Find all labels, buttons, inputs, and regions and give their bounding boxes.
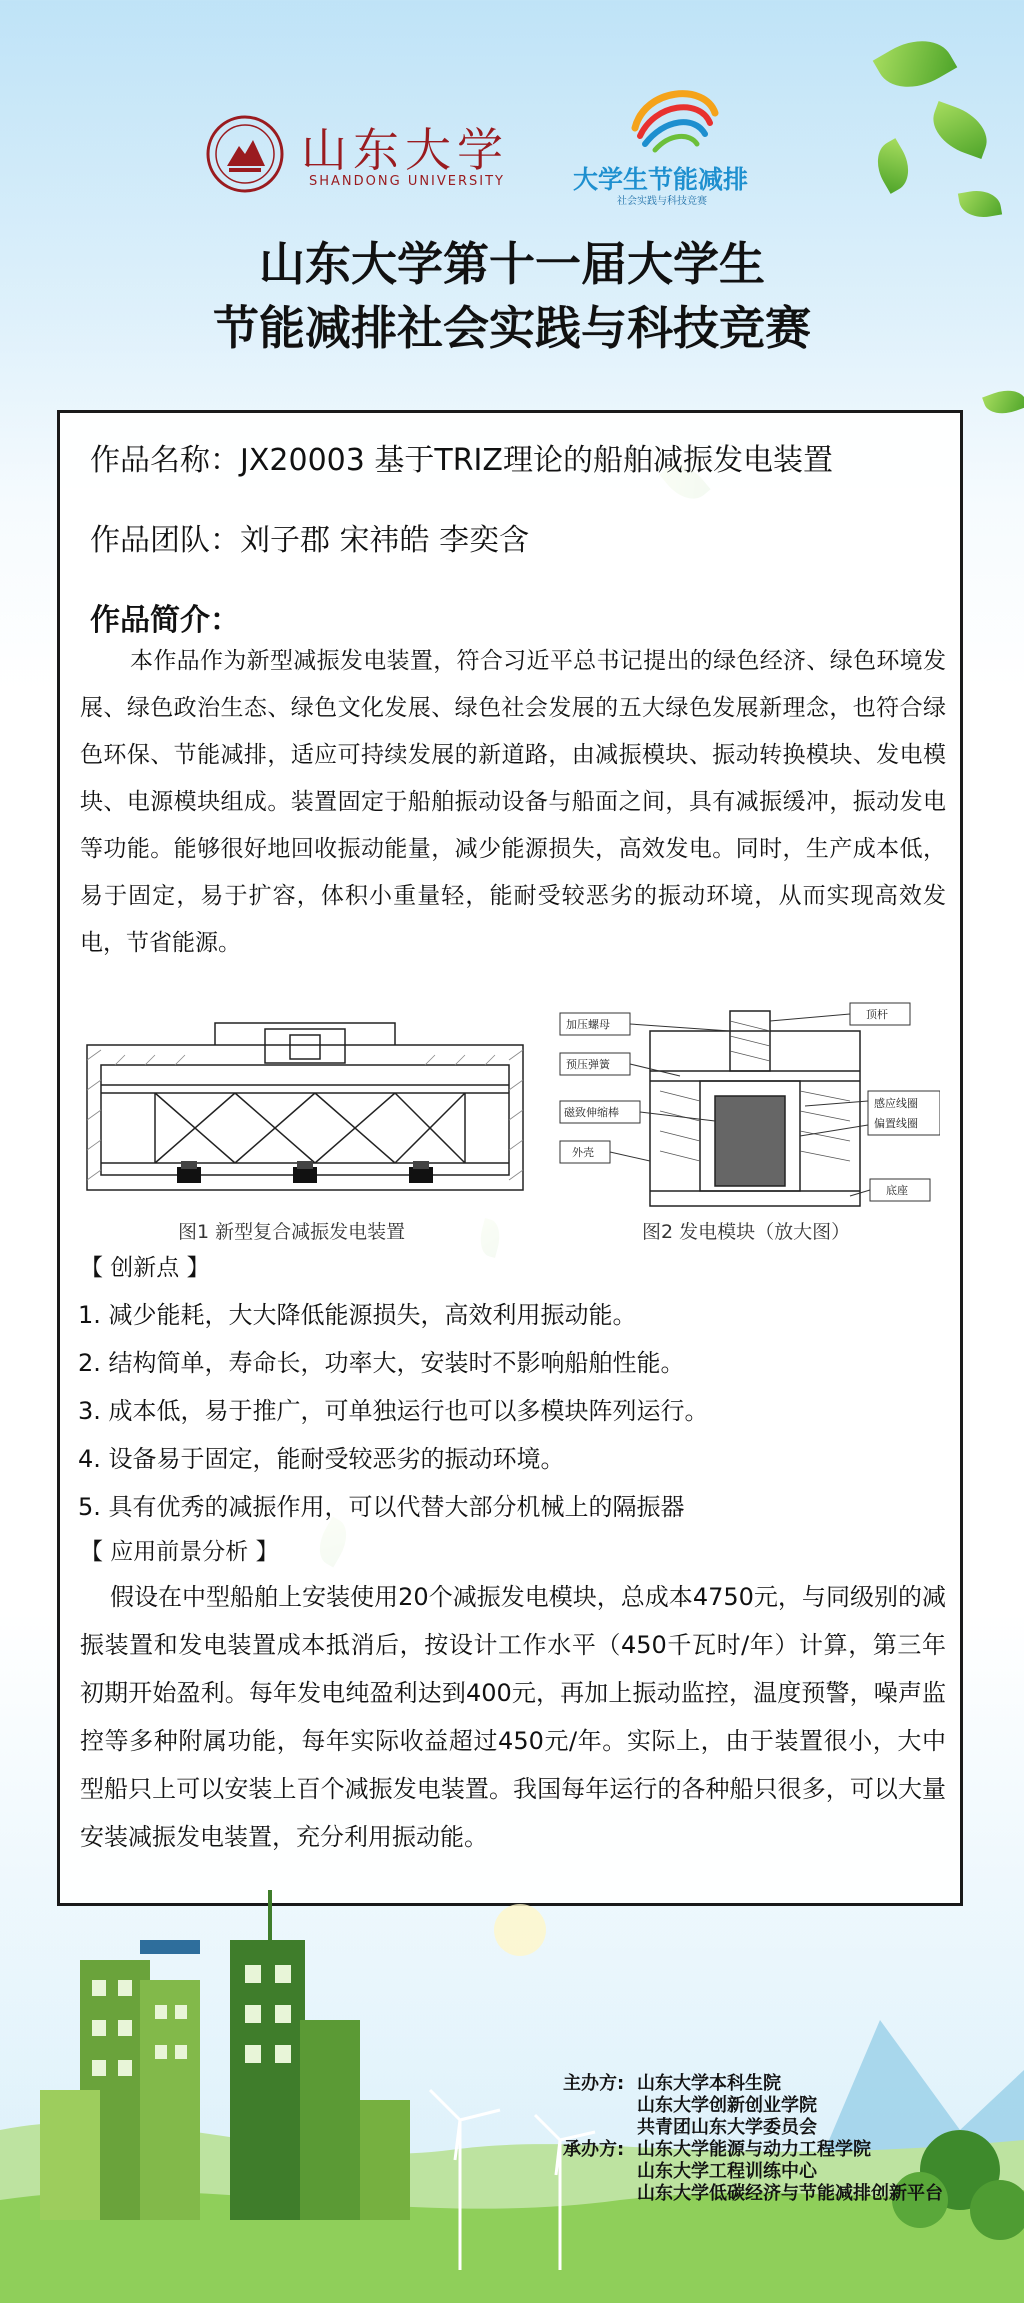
list-item: 5. 具有优秀的减振作用，可以代替大部分机械上的隔振器: [78, 1493, 685, 1521]
host-row: [563, 2073, 943, 2139]
application-text: 假设在中型船舶上安装使用20个减振发电模块，总成本4750元，与同级别的减振装置和发电装置成本抵消后，按设计工作水平（450千瓦时/年）计算，第三年初期开始盈利。每年发电纯盈利达到400元，再加上振动监控，温度预警，噪声监控等多种附属功能，每年实际收益超过450元/年。实际上，由于装置很小，大中型船只上可以安装上百个减振发电装置。我国每年运行的各种船只很多，可以大量安装减振发电装置，充分利用振动能。: [80, 1583, 946, 1851]
fig2-label-shell: 外壳: [572, 1146, 594, 1159]
fig2-label-bias-coil: 偏置线圈: [874, 1117, 918, 1130]
university-seal-icon: [205, 114, 285, 194]
innovation-heading: 【 创新点 】: [80, 1255, 210, 1281]
list-item: 4. 设备易于固定，能耐受较恶劣的振动环境。: [78, 1445, 565, 1473]
header: [0, 0, 1024, 400]
fig2-label-spring: 预压弹簧: [566, 1058, 610, 1071]
host-item: 山东大学创新创业学院: [637, 2095, 817, 2116]
fig2-label-rod: 磁致伸缩棒: [564, 1106, 619, 1119]
fig2-label-induction-coil: 感应线圈: [874, 1097, 918, 1110]
content-panel: [57, 410, 963, 1906]
organizers-block: [563, 2073, 943, 2205]
shandong-university-logo: [205, 110, 545, 200]
fig2-label-nut: 加压螺母: [566, 1018, 610, 1031]
undertaker-item: 山东大学工程训练中心: [637, 2161, 817, 2182]
contest-swirl-icon: [625, 78, 725, 158]
page-title: [0, 232, 1024, 360]
intro-heading: 作品简介：: [90, 603, 240, 638]
university-logo-cn: 山东大学: [301, 123, 509, 177]
list-item: 3. 成本低，易于推广，可单独运行也可以多模块阵列运行。: [78, 1397, 709, 1425]
host-item: 共青团山东大学委员会: [637, 2117, 817, 2138]
host-item: 山东大学本科生院: [637, 2073, 781, 2094]
list-item: 2. 结构简单，寿命长，功率大，安装时不影响船舶性能。: [78, 1349, 685, 1377]
list-item: 1. 减少能耗，大大降低能源损失，高效利用振动能。: [78, 1301, 637, 1329]
application-heading: 【 应用前景分析 】: [80, 1539, 279, 1565]
host-label: 主办方:: [563, 2073, 625, 2094]
undertaker-label: 承办方:: [563, 2139, 625, 2160]
title-line-2: 节能减排社会实践与科技竞赛: [213, 301, 811, 355]
work-name: 作品名称：JX20003 基于TRIZ理论的船舶减振发电装置: [90, 443, 833, 478]
fig2-label-top-rod: 顶杆: [866, 1008, 888, 1021]
undertaker-row: [563, 2139, 943, 2205]
undertaker-item: 山东大学能源与动力工程学院: [637, 2139, 871, 2160]
intro-text: 本作品作为新型减振发电装置，符合习近平总书记提出的绿色经济、绿色环境发展、绿色政治生态、绿色文化发展、绿色社会发展的五大绿色发展新理念，也符合绿色环保、节能减排，适应可持续发展的新道路，由减振模块、振动转换模块、发电模块、电源模块组成。装置固定于船舶振动设备与船面之间，具有减振缓冲，振动发电等功能。能够很好地回收振动能量，减少能源损失，高效发电。同时，生产成本低，易于固定，易于扩容，体积小重量轻，能耐受较恶劣的振动环境，从而实现高效发电，节省能源。: [80, 648, 946, 956]
undertaker-item: 山东大学低碳经济与节能减排创新平台: [637, 2183, 943, 2204]
university-logo-en: SHANDONG UNIVERSITY: [309, 174, 505, 189]
innovation-list: [78, 1291, 709, 1531]
fig2-label-base: 底座: [886, 1184, 908, 1197]
figure-2-caption: 图2 发电模块（放大图）: [642, 1221, 851, 1243]
contest-logo-title: 大学生节能减排: [573, 165, 749, 194]
work-team: 作品团队：刘子郡 宋祎皓 李奕含: [90, 523, 530, 558]
title-line-1: 山东大学第十一届大学生: [259, 237, 765, 291]
figure-1-diagram: [85, 1015, 525, 1215]
contest-logo-subtitle: 社会实践与科技竞赛: [617, 196, 707, 207]
figure-2-diagram: [550, 1001, 940, 1215]
figure-1-caption: 图1 新型复合减振发电装置: [178, 1221, 406, 1243]
contest-logo: [565, 78, 780, 208]
